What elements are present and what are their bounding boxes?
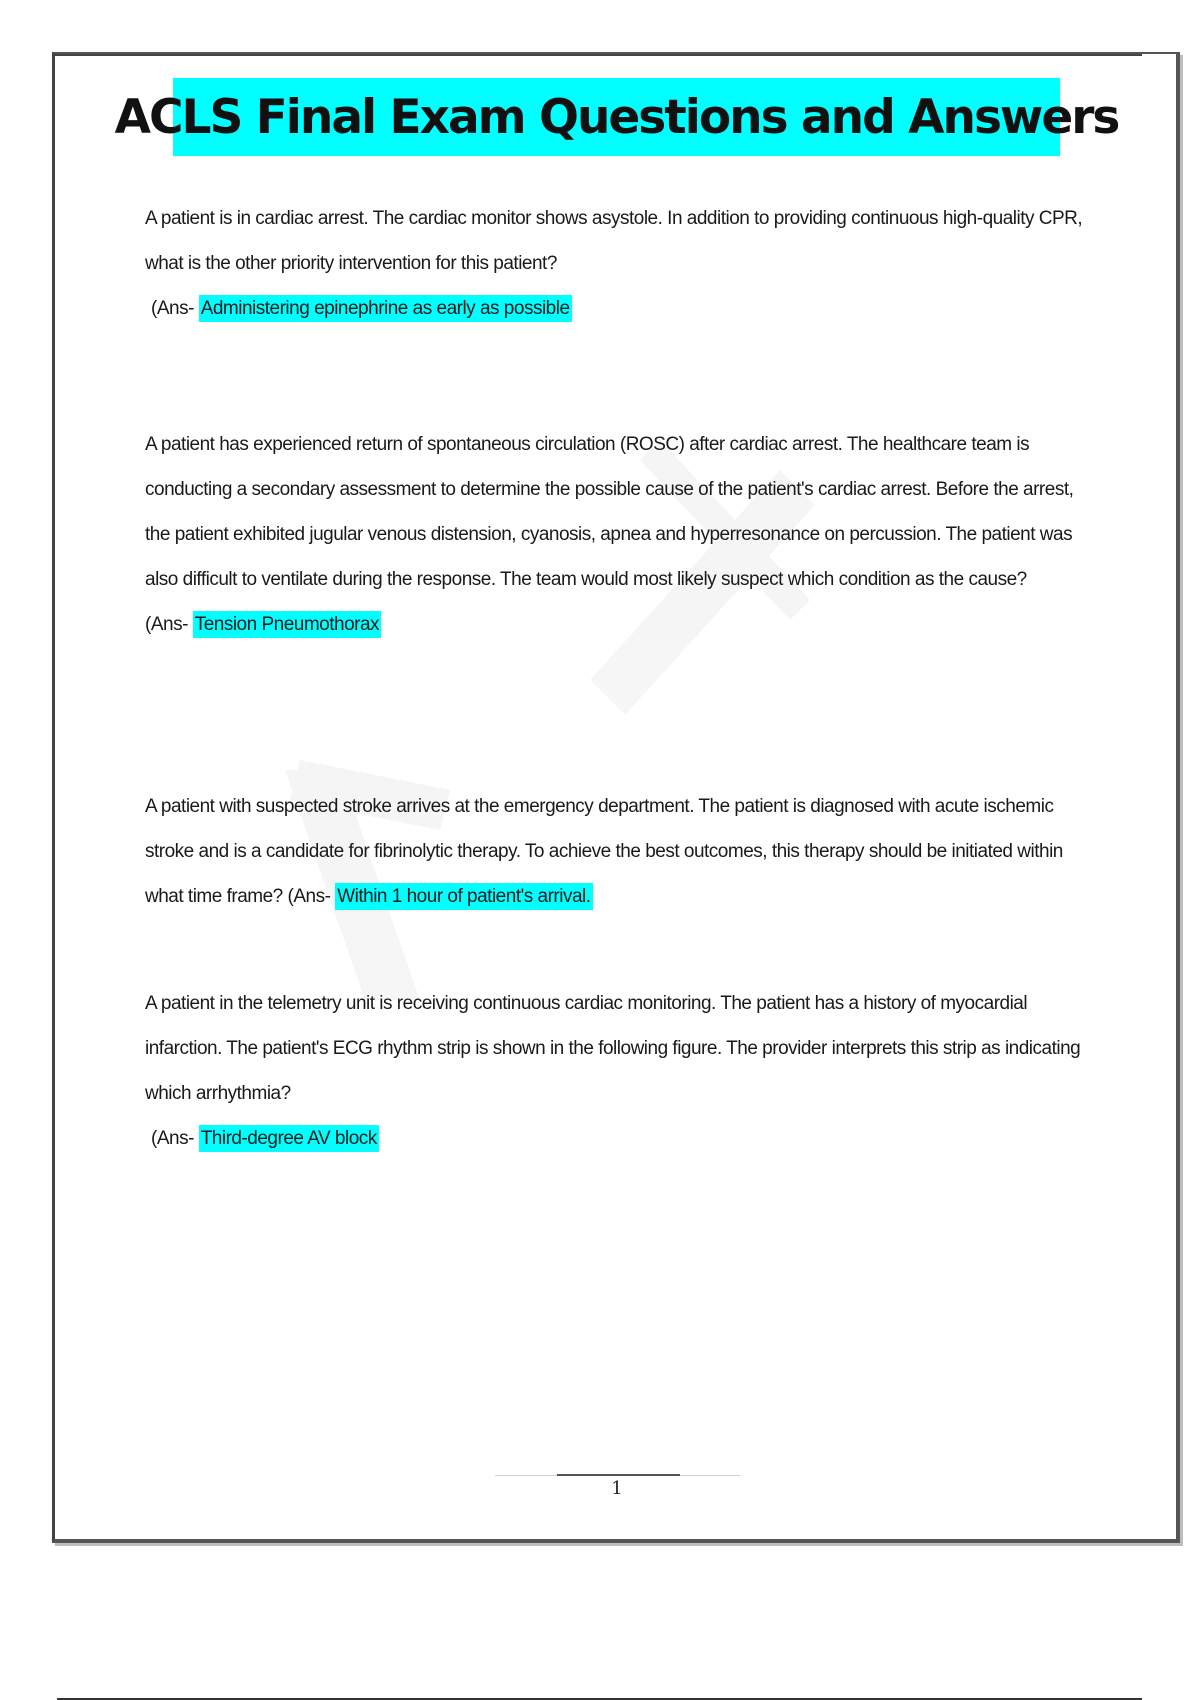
answer-line xyxy=(145,286,1095,331)
qa-item-2 xyxy=(145,422,1095,647)
qa-item-4 xyxy=(145,981,1095,1161)
answer-prefix: (Ans- xyxy=(151,298,194,319)
answer-text: Administering epinephrine as early as possible xyxy=(199,295,572,322)
title-highlight xyxy=(114,78,1119,156)
answer-text: Third-degree AV block xyxy=(199,1125,379,1152)
question-text: A patient in the telemetry unit is receiving continuous cardiac monitoring. The patient has a history of myocardial infarction. The patient's ECG rhythm strip is shown in the following figure. The provider interprets this strip as indicating which arrhythmia? xyxy=(145,993,1081,1104)
answer-text: Tension Pneumothorax xyxy=(193,611,381,638)
qa-item-1 xyxy=(145,196,1095,331)
answer-line xyxy=(145,602,1095,647)
answer-prefix: (Ans- xyxy=(287,886,331,907)
question-text: A patient is in cardiac arrest. The cardiac monitor shows asystole. In addition to providing continuous high-quality CPR, what is the other priority intervention for this patient? xyxy=(145,208,1083,274)
question-text: A patient with suspected stroke arrives at the emergency department. The patient is diagnosed with acute ischemic stroke and is a candidate for fibrinolytic therapy. To achieve the best outcomes, this therapy should be initiated within what time frame? xyxy=(145,796,1063,907)
question-text: A patient has experienced return of spontaneous circulation (ROSC) after cardiac arrest. The healthcare team is conducting a secondary assessment to determine the possible cause of the patient's cardiac arrest. Before the arrest, the patient exhibited jugular venous distension, cyanosis, apnea and hyperresonance on percussion. The patient was also difficult to ventilate during the response. The team would most likely suspect which condition as the cause? xyxy=(145,434,1074,590)
answer-text: Within 1 hour of patient's arrival. xyxy=(335,883,592,910)
qa-item-3 xyxy=(145,784,1095,919)
answer-prefix: (Ans- xyxy=(151,1128,194,1149)
page-number: 1 xyxy=(611,1478,623,1499)
answer-line xyxy=(145,1116,1095,1161)
question-line xyxy=(145,784,1095,919)
document-title: ACLS Final Exam Questions and Answers xyxy=(114,89,1119,145)
footer-rule-dark xyxy=(557,1474,680,1476)
answer-prefix: (Ans- xyxy=(145,614,188,635)
